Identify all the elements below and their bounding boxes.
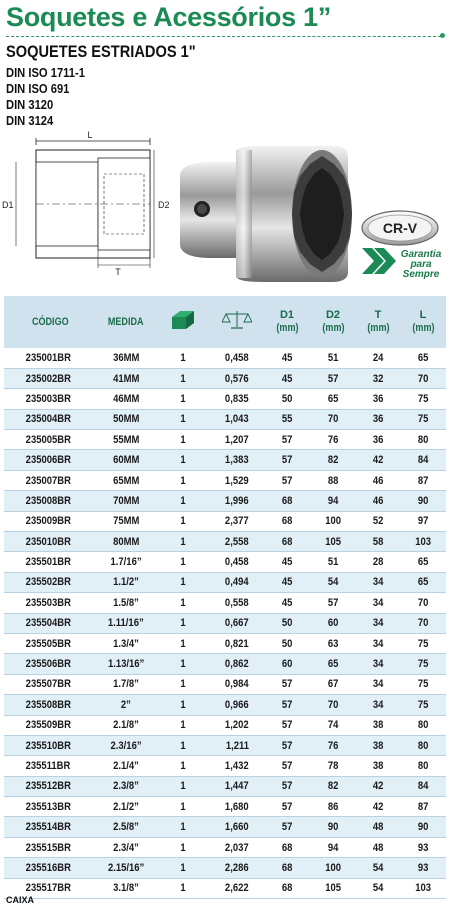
table-row [4,409,446,429]
cell-t: 34 [356,674,400,694]
cell-d1: 68 [264,837,310,857]
cell-codigo: 235505BR [4,633,96,653]
cell-medida: 60MM [96,450,156,470]
garantia-text [397,250,445,280]
socket-specs-table [4,296,446,899]
cell-d1: 57 [264,776,310,796]
cell-codigo: 235517BR [4,878,96,898]
table-row [4,817,446,837]
cell-d2: 94 [310,491,356,511]
table-row [4,735,446,755]
cell-t: 46 [356,470,400,490]
cell-d1: 57 [264,470,310,490]
cell-d2: 70 [310,409,356,429]
cell-d2: 51 [310,348,356,368]
table-row [4,552,446,572]
cell-d2: 57 [310,368,356,388]
cell-l: 65 [400,348,446,368]
cell-medida: 2.1/8” [96,715,156,735]
table-row [4,858,446,878]
t-label: T [115,267,121,277]
cell-l: 90 [400,491,446,511]
header-medida: MEDIDA [108,315,144,328]
cell-t: 36 [356,389,400,409]
cell-l: 65 [400,572,446,592]
cell-t: 34 [356,572,400,592]
cell-l: 75 [400,654,446,674]
table-row [4,797,446,817]
header-d2: D2 (mm) [321,309,345,334]
footer-caixa: CAIXA [6,895,35,905]
table-row [4,654,446,674]
table-header-row [4,296,446,348]
cell-codigo: 235514BR [4,817,96,837]
table-row [4,511,446,531]
cell-quantidade: 1 [156,837,210,857]
cell-codigo: 235002BR [4,368,96,388]
cell-medida: 2.1/2” [96,797,156,817]
cell-peso: 0,494 [210,572,264,592]
cell-l: 80 [400,735,446,755]
cell-l: 70 [400,613,446,633]
cell-l: 93 [400,858,446,878]
crv-badge [360,208,440,248]
cell-medida: 1.7/8” [96,674,156,694]
cell-t: 54 [356,878,400,898]
table-row [4,674,446,694]
table-row [4,572,446,592]
cell-t: 34 [356,633,400,653]
cell-peso: 2,037 [210,837,264,857]
cell-medida: 1.13/16” [96,654,156,674]
title-divider-dot [440,33,445,38]
cell-t: 48 [356,837,400,857]
cell-d2: 51 [310,552,356,572]
cell-d1: 57 [264,735,310,755]
cell-t: 48 [356,817,400,837]
cell-codigo: 235506BR [4,654,96,674]
cell-medida: 41MM [96,368,156,388]
cell-d1: 55 [264,409,310,429]
table-row [4,491,446,511]
cell-quantidade: 1 [156,715,210,735]
cell-d1: 68 [264,511,310,531]
standard-3: DIN 3120 [6,97,54,112]
cell-t: 28 [356,552,400,572]
cell-peso: 1,383 [210,450,264,470]
cell-d1: 45 [264,593,310,613]
garantia-line-2: para [410,259,432,270]
cell-peso: 1,432 [210,756,264,776]
garantia-line-3: Sempre [402,269,440,280]
cell-medida: 65MM [96,470,156,490]
header-l: L (mm) [411,309,435,334]
cell-d2: 63 [310,633,356,653]
cell-codigo: 235510BR [4,735,96,755]
cell-peso: 0,667 [210,613,264,633]
cell-medida: 80MM [96,532,156,552]
cell-codigo: 235003BR [4,389,96,409]
cell-quantidade: 1 [156,552,210,572]
cell-l: 97 [400,511,446,531]
cell-medida: 50MM [96,409,156,429]
cell-codigo: 235001BR [4,348,96,368]
cell-d2: 88 [310,470,356,490]
cell-codigo: 235007BR [4,470,96,490]
cell-medida: 2.3/4” [96,837,156,857]
cell-d2: 65 [310,389,356,409]
cell-codigo: 235511BR [4,756,96,776]
cell-medida: 36MM [96,348,156,368]
cell-peso: 1,211 [210,735,264,755]
table-row [4,593,446,613]
cell-t: 38 [356,735,400,755]
cell-medida: 46MM [96,389,156,409]
cell-l: 80 [400,756,446,776]
cell-medida: 2.5/8” [96,817,156,837]
cell-peso: 1,447 [210,776,264,796]
cell-l: 90 [400,817,446,837]
table-row [4,470,446,490]
cell-peso: 0,576 [210,368,264,388]
cell-peso: 2,558 [210,532,264,552]
cell-medida: 2.1/4” [96,756,156,776]
cell-d1: 57 [264,797,310,817]
cell-peso: 1,043 [210,409,264,429]
table-row [4,715,446,735]
cell-d1: 57 [264,450,310,470]
cell-t: 54 [356,858,400,878]
cell-d1: 57 [264,715,310,735]
title-divider [6,36,441,37]
cell-peso: 0,966 [210,695,264,715]
cell-d1: 57 [264,756,310,776]
cell-codigo: 235516BR [4,858,96,878]
cell-l: 75 [400,409,446,429]
cell-d2: 100 [310,858,356,878]
socket-technical-drawing [0,128,172,278]
cell-peso: 2,377 [210,511,264,531]
cell-t: 34 [356,613,400,633]
cell-d1: 68 [264,532,310,552]
standard-4: DIN 3124 [6,113,54,128]
cell-t: 34 [356,593,400,613]
cell-l: 75 [400,674,446,694]
cell-peso: 0,458 [210,348,264,368]
table-row [4,348,446,368]
cell-quantidade: 1 [156,756,210,776]
cell-l: 65 [400,552,446,572]
box-icon [170,309,196,331]
cell-t: 36 [356,409,400,429]
table-row [4,776,446,796]
cell-t: 46 [356,491,400,511]
cell-d2: 105 [310,532,356,552]
standard-2: DIN ISO 691 [6,81,70,96]
cell-d2: 76 [310,735,356,755]
cell-d1: 45 [264,572,310,592]
cell-quantidade: 1 [156,695,210,715]
header-weight [210,296,264,348]
cell-peso: 2,622 [210,878,264,898]
cell-t: 38 [356,715,400,735]
cell-l: 75 [400,633,446,653]
cell-quantidade: 1 [156,532,210,552]
table-row [4,837,446,857]
cell-d1: 50 [264,613,310,633]
cell-d2: 82 [310,450,356,470]
cell-codigo: 235005BR [4,430,96,450]
cell-medida: 55MM [96,430,156,450]
header-d1: D1 (mm) [275,309,299,334]
cell-l: 80 [400,715,446,735]
header-t: T (mm) [366,309,390,334]
cell-codigo: 235515BR [4,837,96,857]
cell-quantidade: 1 [156,735,210,755]
cell-quantidade: 1 [156,776,210,796]
cell-t: 38 [356,756,400,776]
cell-d2: 57 [310,593,356,613]
cell-d2: 65 [310,654,356,674]
cell-d1: 57 [264,817,310,837]
table-row [4,368,446,388]
cell-codigo: 235006BR [4,450,96,470]
cell-l: 84 [400,776,446,796]
cell-l: 70 [400,368,446,388]
cell-peso: 1,996 [210,491,264,511]
cell-codigo: 235502BR [4,572,96,592]
cell-peso: 1,202 [210,715,264,735]
cell-codigo: 235513BR [4,797,96,817]
standard-1: DIN ISO 1711-1 [6,65,85,80]
cell-quantidade: 1 [156,593,210,613]
cell-medida: 2.3/8” [96,776,156,796]
cell-t: 34 [356,654,400,674]
cell-d1: 68 [264,878,310,898]
table-row [4,633,446,653]
cell-d1: 60 [264,654,310,674]
cell-quantidade: 1 [156,858,210,878]
cell-d1: 57 [264,674,310,694]
header-codigo: CÓDIGO [31,315,69,328]
cell-t: 32 [356,368,400,388]
cell-t: 58 [356,532,400,552]
cell-d2: 70 [310,695,356,715]
cell-l: 87 [400,797,446,817]
cell-peso: 0,458 [210,552,264,572]
cell-peso: 0,821 [210,633,264,653]
cell-medida: 3.1/8” [96,878,156,898]
cell-medida: 1.11/16” [96,613,156,633]
cell-medida: 2.3/16” [96,735,156,755]
cell-d2: 54 [310,572,356,592]
d1-label: D1 [2,200,14,210]
cell-quantidade: 1 [156,654,210,674]
cell-codigo: 235501BR [4,552,96,572]
cell-l: 70 [400,593,446,613]
table-row [4,756,446,776]
cell-quantidade: 1 [156,470,210,490]
cell-peso: 2,286 [210,858,264,878]
cell-codigo: 235512BR [4,776,96,796]
cell-d1: 68 [264,858,310,878]
cell-quantidade: 1 [156,430,210,450]
cell-peso: 0,835 [210,389,264,409]
cell-codigo: 235509BR [4,715,96,735]
scale-icon [222,309,252,331]
cell-codigo: 235010BR [4,532,96,552]
cell-l: 80 [400,430,446,450]
cell-medida: 1.3/4” [96,633,156,653]
cell-quantidade: 1 [156,409,210,429]
cell-d1: 57 [264,430,310,450]
cell-medida: 1.1/2” [96,572,156,592]
cell-peso: 0,984 [210,674,264,694]
cell-codigo: 235503BR [4,593,96,613]
cell-d2: 105 [310,878,356,898]
cell-t: 42 [356,450,400,470]
cell-d1: 45 [264,552,310,572]
page-title: Soquetes e Acessórios 1” [6,2,331,32]
cell-quantidade: 1 [156,389,210,409]
cell-t: 34 [356,695,400,715]
garantia-chevrons-icon [362,248,396,274]
cell-peso: 1,680 [210,797,264,817]
cell-d2: 67 [310,674,356,694]
cell-t: 42 [356,776,400,796]
section-subtitle: SOQUETES ESTRIADOS 1" [6,42,196,61]
crv-badge-text: CR-V [382,220,418,236]
cell-quantidade: 1 [156,797,210,817]
d2-label: D2 [158,200,170,210]
cell-d1: 45 [264,348,310,368]
cell-quantidade: 1 [156,878,210,898]
cell-quantidade: 1 [156,674,210,694]
table-row [4,613,446,633]
cell-quantidade: 1 [156,817,210,837]
cell-codigo: 235507BR [4,674,96,694]
cell-codigo: 235508BR [4,695,96,715]
cell-d2: 82 [310,776,356,796]
cell-medida: 2.15/16” [96,858,156,878]
cell-t: 52 [356,511,400,531]
cell-d2: 76 [310,430,356,450]
cell-t: 42 [356,797,400,817]
cell-quantidade: 1 [156,511,210,531]
table-row [4,532,446,552]
cell-d2: 60 [310,613,356,633]
table-row [4,430,446,450]
cell-medida: 70MM [96,491,156,511]
cell-d1: 57 [264,695,310,715]
cell-codigo: 235008BR [4,491,96,511]
cell-quantidade: 1 [156,368,210,388]
cell-peso: 1,207 [210,430,264,450]
table-row [4,878,446,898]
cell-d1: 50 [264,633,310,653]
cell-l: 75 [400,695,446,715]
cell-l: 93 [400,837,446,857]
cell-codigo: 235009BR [4,511,96,531]
cell-medida: 1.7/16” [96,552,156,572]
header-quantity [156,296,210,348]
cell-d2: 86 [310,797,356,817]
cell-d2: 94 [310,837,356,857]
cell-quantidade: 1 [156,348,210,368]
cell-l: 84 [400,450,446,470]
l-label: L [87,130,93,140]
cell-quantidade: 1 [156,491,210,511]
cell-quantidade: 1 [156,572,210,592]
cell-l: 75 [400,389,446,409]
cell-d1: 68 [264,491,310,511]
garantia-line-1: Garantia [400,249,442,260]
cell-peso: 0,862 [210,654,264,674]
cell-d1: 45 [264,368,310,388]
cell-peso: 1,529 [210,470,264,490]
cell-codigo: 235504BR [4,613,96,633]
table-row [4,389,446,409]
cell-peso: 1,660 [210,817,264,837]
socket-photo [172,146,358,282]
cell-d2: 100 [310,511,356,531]
cell-quantidade: 1 [156,633,210,653]
cell-quantidade: 1 [156,450,210,470]
cell-medida: 2” [96,695,156,715]
cell-peso: 0,558 [210,593,264,613]
cell-l: 87 [400,470,446,490]
cell-codigo: 235004BR [4,409,96,429]
cell-l: 103 [400,532,446,552]
cell-l: 103 [400,878,446,898]
cell-t: 24 [356,348,400,368]
table-row [4,450,446,470]
cell-d2: 74 [310,715,356,735]
cell-medida: 1.5/8” [96,593,156,613]
cell-d1: 50 [264,389,310,409]
cell-medida: 75MM [96,511,156,531]
cell-quantidade: 1 [156,613,210,633]
cell-d2: 78 [310,756,356,776]
table-row [4,695,446,715]
cell-d2: 90 [310,817,356,837]
cell-t: 36 [356,430,400,450]
